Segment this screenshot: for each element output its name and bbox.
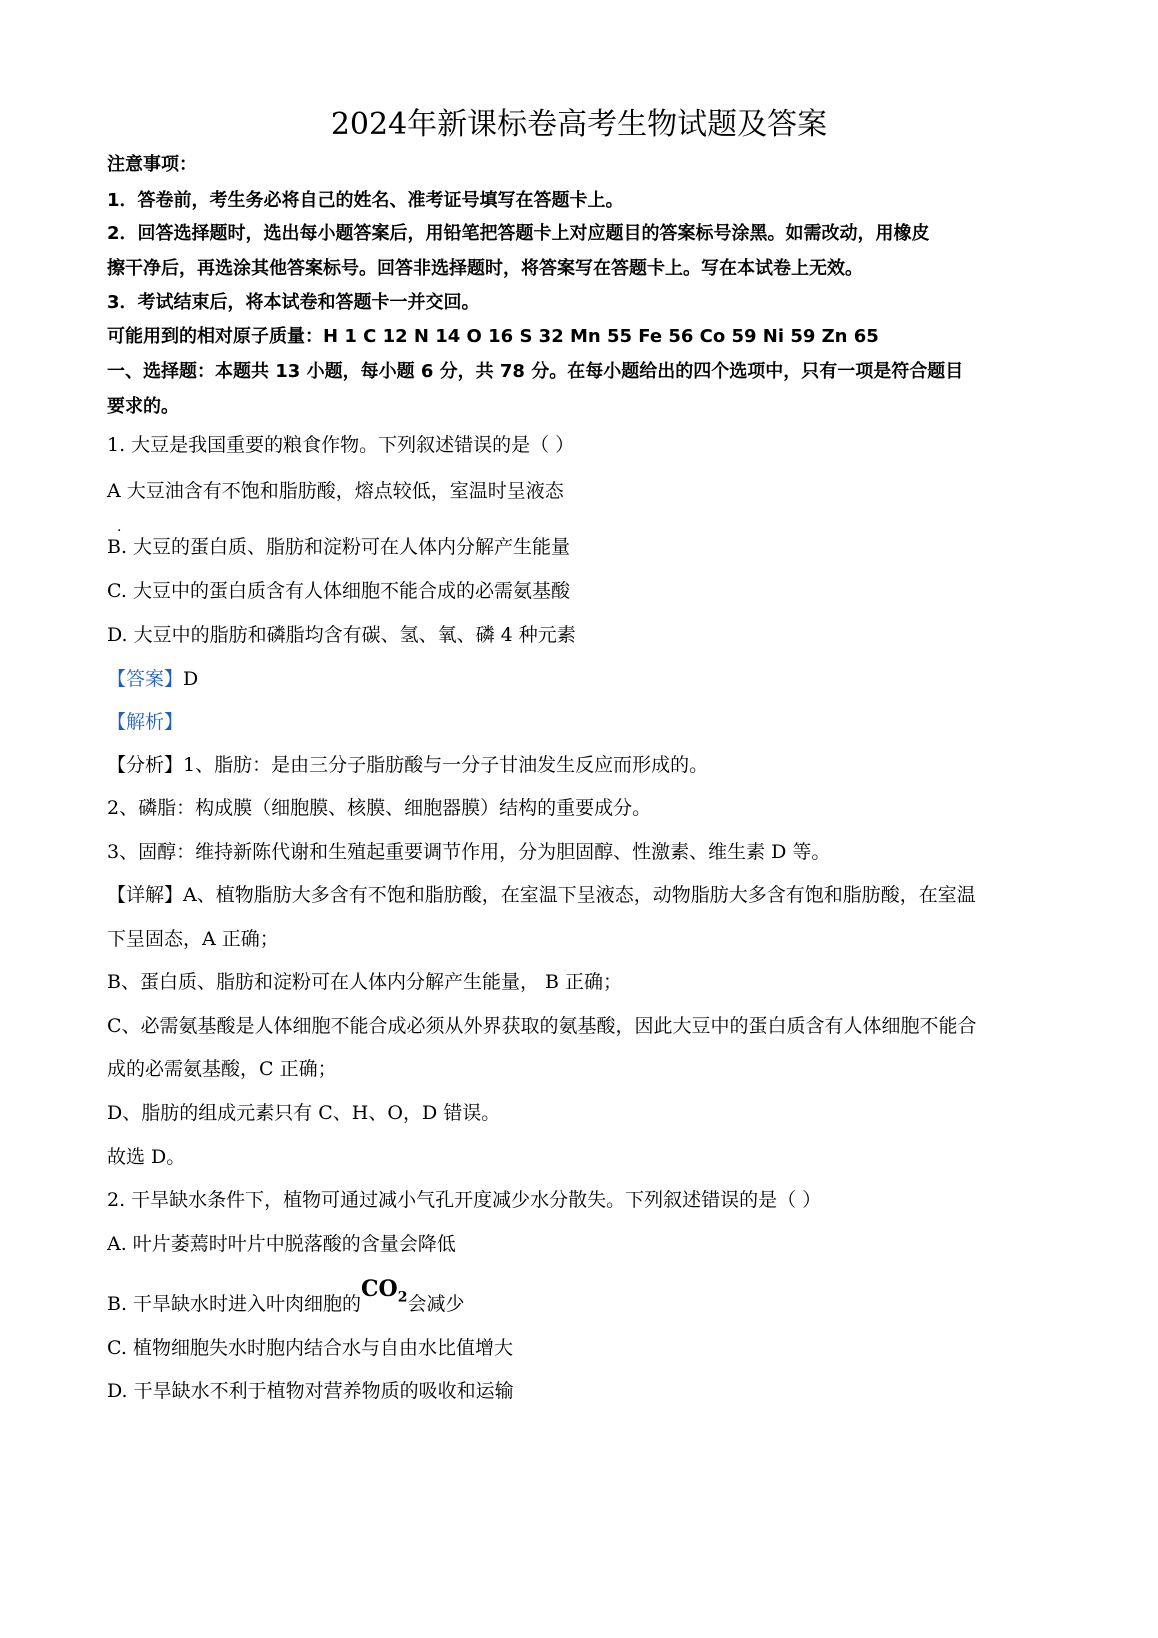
notice-item-3: 3．考试结束后，将本试卷和答题卡一并交回。 <box>107 292 480 313</box>
notice-item-2: 2．回答选择题时，选出每小题答案后，用铅笔把答题卡上对应题目的答案标号涂黑。如需改动，用橡皮 <box>107 223 930 244</box>
notice-item-1: 1．答卷前，考生务必将自己的姓名、准考证号填写在答题卡上。 <box>107 190 624 211</box>
answer-line <box>107 664 198 691</box>
detail-line-6: D、脂肪的组成元素只有 C、H、O，D 错误。 <box>107 1102 501 1124</box>
detail-line-3: B、蛋白质、脂肪和淀粉可在人体内分解产生能量， B 正确； <box>107 971 623 993</box>
detail-line-1 <box>107 880 976 907</box>
section-heading: 一、选择题：本题共 13 小题，每小题 6 分，共 78 分。在每小题给出的四个选项中，只有一项是符合题目 <box>107 361 964 382</box>
question-1-stem: 1. 大豆是我国重要的粮食作物。下列叙述错误的是（ ） <box>107 434 575 456</box>
atomic-mass-line: 可能用到的相对原子质量：H 1 C 12 N 14 O 16 S 32 Mn 55 Fe 56 Co 59 Ni 59 Zn 65 <box>107 326 879 347</box>
notice-item-2-cont: 擦干净后，再选涂其他答案标号。回答非选择题时，将答案写在答题卡上。写在本试卷上无效。 <box>107 258 863 279</box>
question-1-option-a: A 大豆油含有不饱和脂肪酸，熔点较低，室温时呈液态 <box>107 480 564 502</box>
analysis-text-1: 1、脂肪：是由三分子脂肪酸与一分子甘油发生反应而形成的。 <box>183 754 709 776</box>
answer-tag: 【答案】 <box>107 668 184 690</box>
notice-heading: 注意事项： <box>107 154 197 175</box>
question-2-option-a: A. 叶片萎蔫时叶片中脱落酸的含量会降低 <box>107 1233 456 1255</box>
question-2-option-b <box>107 1276 465 1319</box>
dot-mark: · <box>117 523 122 539</box>
detail-line-4: C、必需氨基酸是人体细胞不能合成必须从外界获取的氨基酸，因此大豆中的蛋白质含有人体细胞不能合 <box>107 1015 977 1037</box>
detail-text-1: A、植物脂肪大多含有不饱和脂肪酸，在室温下呈液态，动物脂肪大多含有饱和脂肪酸，在室温 <box>183 884 976 906</box>
co2-formula: $CO_2$ <box>361 1276 408 1306</box>
analysis-line-2: 2、磷脂：构成膜（细胞膜、核膜、细胞器膜）结构的重要成分。 <box>107 797 652 819</box>
question-2-option-c: C. 植物细胞失水时胞内结合水与自由水比值增大 <box>107 1337 513 1359</box>
question-1-option-d: D. 大豆中的脂肪和磷脂均含有碳、氢、氧、磷 4 种元素 <box>107 624 576 646</box>
detail-line-7: 故选 D。 <box>107 1146 186 1168</box>
question-1-option-c: C. 大豆中的蛋白质含有人体细胞不能合成的必需氨基酸 <box>107 580 570 602</box>
page-title: 2024年新课标卷高考生物试题及答案 <box>330 107 828 142</box>
option-b-text: B. 干旱缺水时进入叶肉细胞的 <box>107 1293 362 1315</box>
question-2-option-d: D. 干旱缺水不利于植物对营养物质的吸收和运输 <box>107 1380 514 1402</box>
question-1-option-b: B. 大豆的蛋白质、脂肪和淀粉可在人体内分解产生能量 <box>107 536 571 558</box>
detail-label: 【详解】 <box>107 884 184 906</box>
detail-line-5: 成的必需氨基酸，C 正确； <box>107 1058 337 1080</box>
section-heading-cont: 要求的。 <box>107 396 179 417</box>
analysis-label: 【分析】 <box>107 754 184 776</box>
detail-line-2: 下呈固态，A 正确； <box>107 928 279 950</box>
analysis-line-3: 3、固醇：维持新陈代谢和生殖起重要调节作用，分为胆固醇、性激素、维生素 D 等。 <box>107 841 831 863</box>
question-2-stem: 2. 干旱缺水条件下，植物可通过减小气孔开度减少水分散失。下列叙述错误的是（ ） <box>107 1189 822 1211</box>
analysis-line-1 <box>107 750 708 777</box>
option-b-tail: 会减少 <box>407 1293 465 1315</box>
analysis-tag: 【解析】 <box>107 711 184 733</box>
answer-value: D <box>183 668 199 690</box>
